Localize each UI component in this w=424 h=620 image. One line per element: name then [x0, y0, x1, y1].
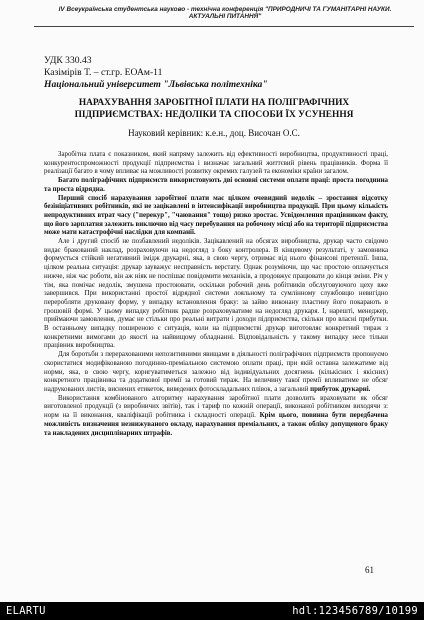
footer-repository-name: ELARTU — [6, 605, 46, 617]
institution: Національний університет "Львівська політехніка" — [44, 79, 268, 90]
paragraph-bold: Крім цього, повинна бути передбачена можливість визначення незнижуваного окладу, нарахування преміальних, а також обліку допущеного браку та накладених дисциплінарних штрафів. — [44, 412, 389, 437]
article-meta — [44, 55, 268, 91]
repository-footer — [0, 602, 424, 620]
paragraph: Заробітна плата є показником, який напряму залежить від ефективності виробництва, продуктивності праці, конкурентоспроможності продукції підприємства і визначає загальний життєвий рівень працівників. Форма її реалізації багато в чому впливає на можливості розвитку окремих галузей та економіки країни загалом. — [44, 151, 388, 176]
page-number: 61 — [365, 565, 374, 575]
article-body — [44, 151, 388, 438]
paragraph — [44, 177, 388, 194]
conference-line-1: IV Всеукраїнська студентська науково - технічна конференція "ПРИРОДНИЧІ ТА ГУМАНІТАРНІ НАУКИ. — [58, 6, 392, 13]
paragraph-bold: Перший спосіб нарахування заробітної плати має цілком очевидний недолік – зростання відсотку безініціативних робітників, які не зацікавлені в інтенсифікації виробництва продукції. При цьому кількість непродуктивних втрат часу ("перекур", "чаювання" тощо) ризко зростає. Усвідомлення працівником факту, що його зарплатня залежить виключно від часу перебування на робочому місці або на території підприємства може мати катастрофічні наслідки для компанії. — [44, 194, 388, 237]
paragraph-bold: Багато поліграфічних підприємств використовують дві основні системи оплати праці: проста погодинна та проста відрядна. — [44, 177, 388, 193]
author: Казімірів Т. – ст.гр. ЕОАм-11 — [44, 67, 163, 78]
udk-code: УДК 330.43 — [44, 55, 92, 66]
paragraph-text: Для боротьби з перерахованими непозитивними явищами в діяльності поліграфічних підприємств пропонуємо скористатися модифікованою погодинно-преміальною системою оплати праці, при якій оставна залежатиме від норми, яка, в свою чергу, коригуватиметься залежно від індивідуальних досягнень (кількісних і якісних) конкретного працівника та додаткової премії за готовий тираж. На величину такої премії впливатиме не обсяг надрукованих листів, виснених етикеток, виведених фотоскладальних плівок, а загальний — [44, 351, 388, 393]
paragraph-text: Використання комбінованого алгоритму нарахування заробітної плати дозволить враховувати як обсяг виготовленої продукції (з виробничих звітів), так і тариф по кожній операції, виконаної робітником виходячи з: норм на її виконання, кваліфікації робітника і складності операції. — [44, 394, 388, 420]
supervisor: Науковий керівник: к.е.н., доц. Височан О.С. — [128, 128, 300, 138]
paragraph-bold: прибуток друкарні. — [310, 385, 371, 393]
conference-header — [40, 6, 410, 21]
article-title — [44, 97, 384, 121]
paragraph: Але і другий спосіб не позбавлений недоліків. Зацікавлений на обсягах виробництва, друкар часто свідомо видає бракований наклад, розраховуючи на недогляд з боку контролера. В кінцевому результаті, у замовника формується стійкий негативний імідж друкарні, яка, в свою чергу, отримає від нього фінансові претензії. Інша, цілком реальна ситуація: друкар зауважує несправність верстату. Однак розуміючи, що час простою оплачується нижче, ніж час роботи, він аж ніяк не поспішає повідомити механіків, а продовжує працювати до кінця зміни. Річ у тім, яка помічає недолік, змушена простоювати, оскільки робочий день робітників обслуговуючого цеху вже завершився. При використанні простої відрядної системи лояльному та сумлінному службовцю невигідно переробляти друковану форму, у випадку встановлення браку: за зайво виконану пластину його покарають в грошовій формі. У цьому випадку робітник радше розраховуватиме на недогляд друкаря. І, нарешті, менеджер, приймаючи замовлення, думає не стільки про реальні витрати і доходи підприємства, скільки про власні прибутки. В останньому випадку поширеною є ситуація, коли на підприємстві друкар виготовляє конкретний тираж з конкретними вимогами до якості на найвищому обладнанні. Відповідальність у такому випадку несе тільки працівник виробництва. — [44, 238, 388, 350]
title-line-2: ПІДПРИЄМСТВАХ: НЕДОЛІКИ ТА СПОСОБИ ЇХ УСУНЕННЯ — [74, 110, 354, 120]
paragraph — [44, 195, 388, 239]
paragraph — [44, 351, 388, 395]
footer-handle[interactable]: hdl:123456789/10199 — [292, 605, 418, 617]
paragraph — [44, 395, 388, 439]
conference-line-2: АКТУАЛЬНІ ПИТАННЯ" — [188, 13, 262, 21]
title-line-1: НАРАХУВАННЯ ЗАРОБІТНОЇ ПЛАТИ НА ПОЛІГРАФІЧНИХ — [78, 98, 350, 108]
